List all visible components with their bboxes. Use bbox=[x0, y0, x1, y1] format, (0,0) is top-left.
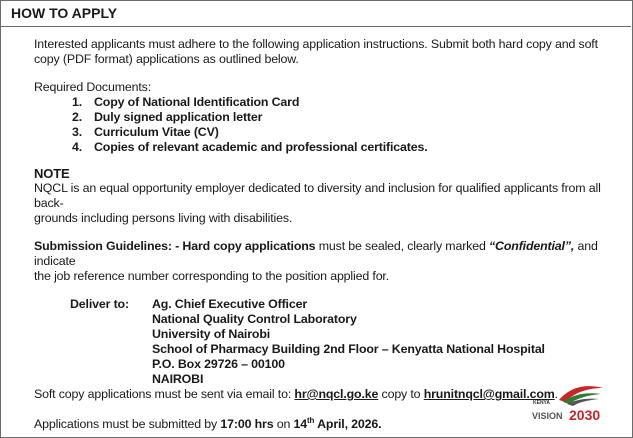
submission-guidelines-line-2: the job reference number corresponding to the position applied for. bbox=[34, 269, 390, 283]
email-link-hr[interactable]: hr@nqcl.go.ke bbox=[294, 387, 379, 401]
logo-kenya-text: KENYA bbox=[533, 400, 551, 406]
document-body bbox=[34, 37, 619, 432]
address-line: NAIROBI bbox=[152, 372, 204, 386]
intro-paragraph: Interested applicants must adhere to the following application instructions. Submit both hard copy and soft copy (PDF format) applications as outlined below. bbox=[34, 37, 598, 66]
address-line: P.O. Box 29726 – 00100 bbox=[152, 357, 285, 371]
list-item: 1. Copy of National Identification Card bbox=[72, 95, 300, 109]
address-line: National Quality Control Laboratory bbox=[152, 312, 357, 326]
deadline: Applications must be submitted by 17:00 hrs on 14th April, 2026. bbox=[34, 416, 382, 432]
list-item: 2. Duly signed application letter bbox=[72, 110, 263, 124]
list-item: 3. Curriculum Vitae (CV) bbox=[72, 125, 219, 139]
vision-2030-logo bbox=[529, 382, 607, 424]
email-link-hrunit[interactable]: hrunitnqcl@gmail.com bbox=[423, 387, 555, 401]
soft-copy-instructions: Soft copy applications must be sent via email to: hr@nqcl.go.ke copy to hrunitnqcl@gmail.com. bbox=[34, 387, 558, 401]
submission-guidelines: Submission Guidelines: - Hard copy applications must be sealed, clearly marked “Confidential”, and indicate bbox=[34, 239, 598, 268]
required-documents-label: Required Documents: bbox=[34, 80, 151, 94]
note-title: NOTE bbox=[34, 166, 70, 181]
address-line: University of Nairobi bbox=[152, 327, 271, 341]
address-line: Ag. Chief Executive Officer bbox=[152, 297, 308, 311]
logo-vision-text: VISION bbox=[532, 411, 563, 421]
address-block bbox=[152, 297, 545, 387]
note-line-1: NQCL is an equal opportunity employer dedicated to diversity and inclusion for qualified applicants from all back- bbox=[34, 181, 601, 210]
list-item: 4. Copies of relevant academic and professional certificates. bbox=[72, 140, 428, 154]
page-title: HOW TO APPLY bbox=[0, 0, 631, 27]
logo-year-text: 2030 bbox=[569, 407, 601, 423]
delivery-address bbox=[34, 297, 619, 387]
note-line-2: grounds including persons living with disabilities. bbox=[34, 211, 293, 225]
deliver-to-label: Deliver to: bbox=[70, 297, 129, 311]
address-line: School of Pharmacy Building 2nd Floor – Kenyatta National Hospital bbox=[152, 342, 545, 356]
required-documents-list bbox=[34, 95, 619, 155]
